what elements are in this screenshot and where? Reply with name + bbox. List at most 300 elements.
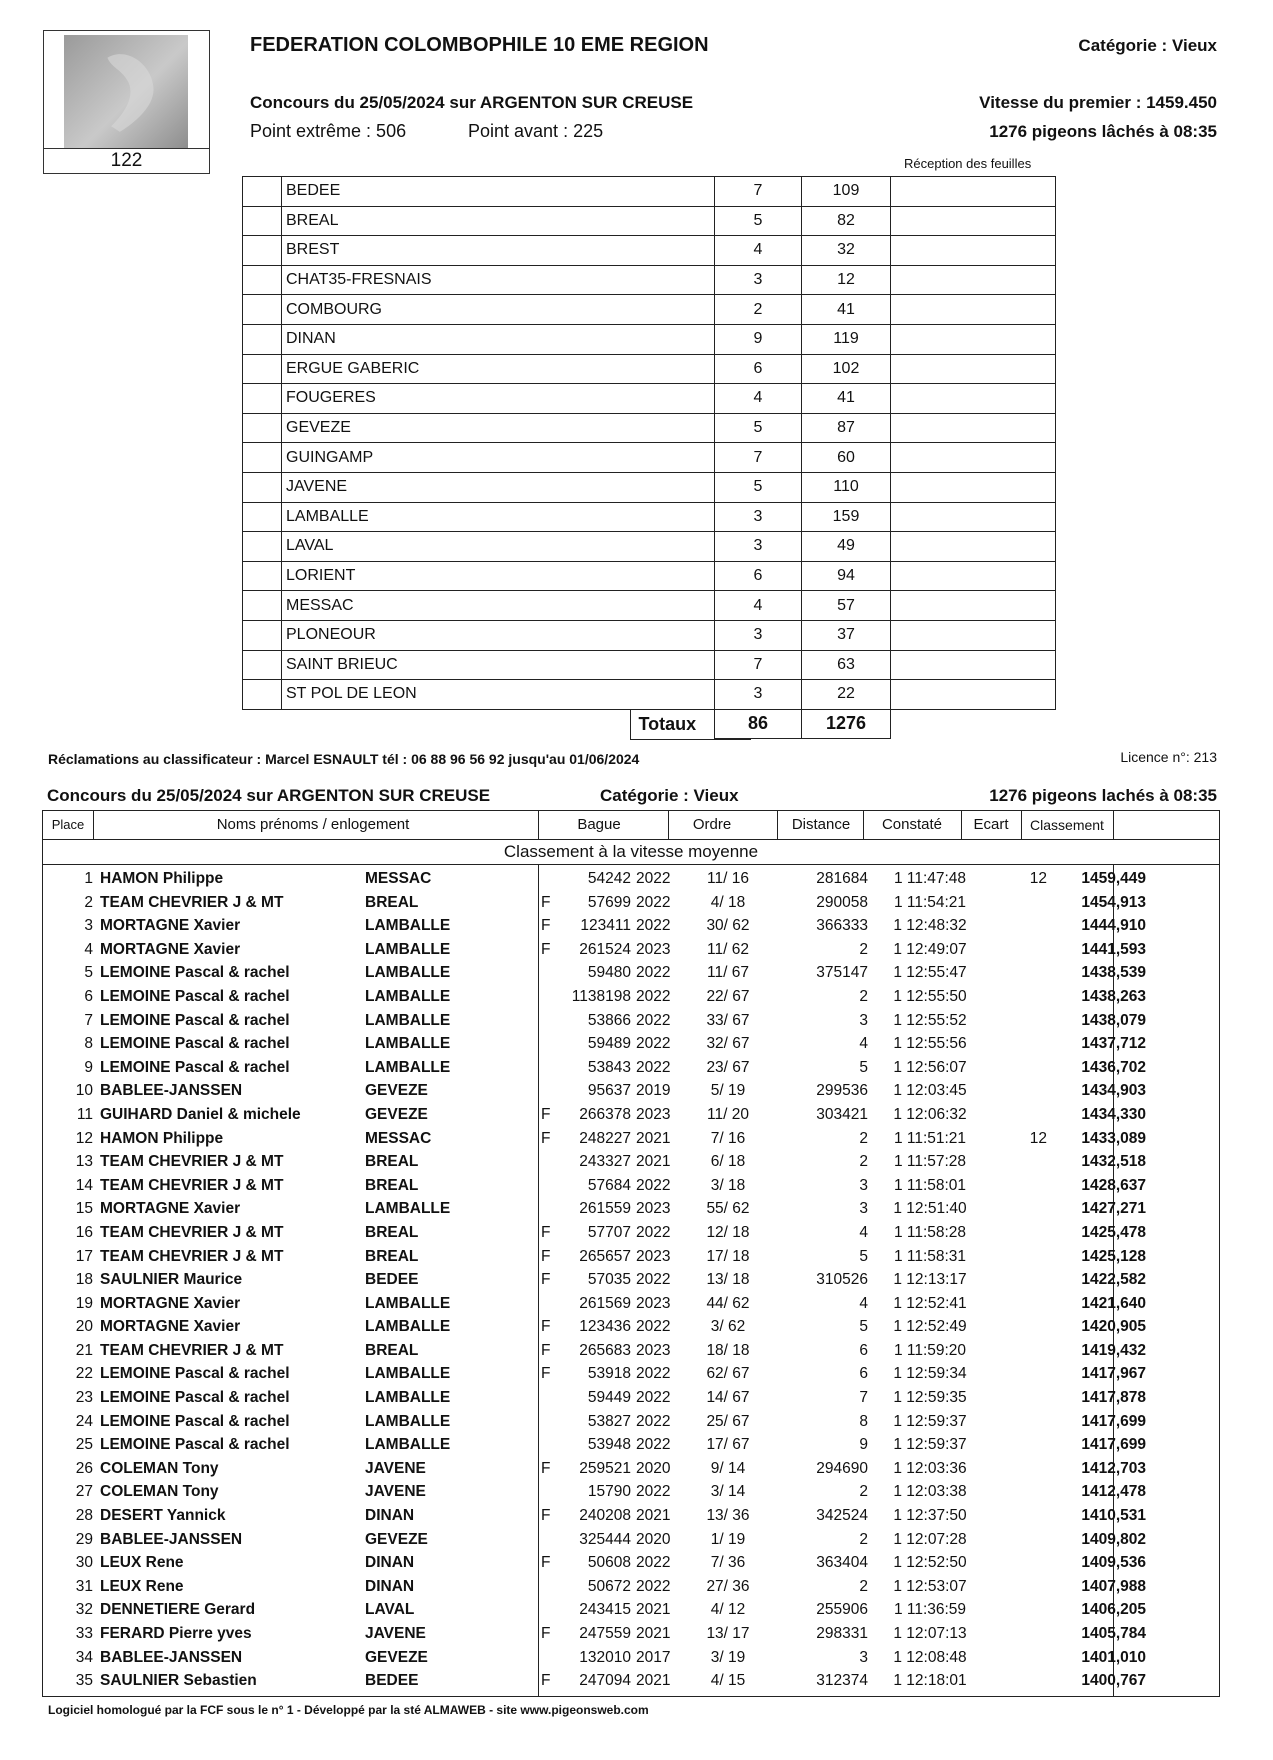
result-club: BREAL (365, 1153, 419, 1171)
result-row (43, 1316, 1219, 1340)
result-club: BEDEE (365, 1271, 419, 1289)
summary-pigeons: 110 (802, 472, 891, 502)
result-club: DINAN (365, 1507, 415, 1525)
result-const: 1 11:47:48 (893, 870, 967, 887)
result-club: GEVEZE (365, 1105, 428, 1123)
result-year: 2022 (636, 870, 671, 887)
result-row (43, 1363, 1219, 1387)
result-name: LEMOINE Pascal & rachel (100, 1365, 290, 1383)
result-ordre: 4/ 18 (710, 893, 746, 911)
result-dist: 312374 (816, 1672, 868, 1690)
result-dist: 342524 (816, 1507, 868, 1525)
result-ecart: 12 (1029, 1129, 1047, 1147)
result-row (43, 1269, 1219, 1293)
result-year: 2022 (636, 917, 671, 935)
result-bague: 95637 (587, 1082, 631, 1100)
result-year: 2022 (636, 1271, 671, 1289)
result-club: LAMBALLE (365, 1011, 451, 1029)
result-dist: 5 (859, 1318, 868, 1336)
result-bague: 53948 (587, 1436, 631, 1454)
result-class: 1454,913 (1081, 893, 1146, 911)
result-name: LEUX Rene (100, 1554, 184, 1572)
result-dist: 8 (859, 1412, 868, 1430)
result-place: 4 (84, 940, 93, 958)
summary-cell-blank (243, 620, 282, 650)
result-bague: 53918 (587, 1365, 631, 1383)
result-const: 1 12:08:48 (893, 1648, 967, 1666)
result-f: F (541, 1341, 551, 1359)
summary-club: MESSAC (282, 591, 715, 621)
summary-count: 4 (715, 591, 802, 621)
result-ordre: 62/ 67 (706, 1365, 750, 1383)
result-class: 1409,536 (1081, 1554, 1146, 1572)
result-f: F (541, 917, 551, 935)
result-row (43, 1246, 1219, 1270)
result-ordre: 11/ 67 (707, 964, 749, 982)
summary-cell-blank (243, 265, 282, 295)
result-club: LAMBALLE (365, 1318, 451, 1336)
summary-pigeons: 63 (802, 650, 891, 680)
result-class: 1406,205 (1081, 1601, 1146, 1619)
result-year: 2023 (636, 1200, 671, 1218)
result-place: 20 (75, 1318, 93, 1336)
summary-pigeons: 159 (802, 502, 891, 532)
result-dist: 3 (859, 1648, 868, 1666)
result-name: LEMOINE Pascal & rachel (100, 1412, 290, 1430)
result-f: F (541, 1459, 551, 1477)
result-ordre: 32/ 67 (706, 1035, 750, 1053)
results-released: 1276 pigeons lachés à 08:35 (989, 786, 1217, 805)
result-club: BREAL (365, 1247, 419, 1265)
result-name: HAMON Philippe (100, 1129, 224, 1147)
result-place: 7 (84, 1011, 93, 1029)
summary-club: LAVAL (282, 532, 715, 562)
result-name: MORTAGNE Xavier (100, 1294, 241, 1312)
result-club: BREAL (365, 893, 419, 911)
result-name: BABLEE-JANSSEN (100, 1082, 243, 1100)
result-const: 1 12:59:37 (893, 1412, 967, 1430)
results-concours: Concours du 25/05/2024 sur ARGENTON SUR CREUSE (47, 786, 491, 805)
result-year: 2022 (636, 1011, 671, 1029)
result-name: TEAM CHEVRIER J & MT (100, 1153, 284, 1171)
result-class: 1433,089 (1081, 1129, 1146, 1147)
summary-row (243, 295, 1056, 325)
summary-club: BREAL (282, 206, 715, 236)
result-place: 15 (75, 1200, 93, 1218)
summary-reception (891, 413, 1056, 443)
result-club: LAMBALLE (365, 1436, 451, 1454)
result-const: 1 12:59:37 (893, 1436, 967, 1454)
result-f: F (541, 1672, 551, 1690)
summary-cell-blank (243, 591, 282, 621)
result-name: BABLEE-JANSSEN (100, 1530, 243, 1548)
result-bague: 240208 (579, 1507, 631, 1525)
col-constate: Constaté (881, 816, 943, 833)
result-bague: 248227 (579, 1129, 631, 1147)
result-year: 2021 (636, 1507, 671, 1525)
result-name: TEAM CHEVRIER J & MT (100, 1176, 284, 1194)
summary-pigeons: 41 (802, 295, 891, 325)
result-dist: 2 (859, 1530, 868, 1548)
result-year: 2022 (636, 1483, 671, 1501)
result-dist: 375147 (816, 964, 868, 982)
result-club: BREAL (365, 1223, 419, 1241)
reception-label: Réception des feuilles (904, 156, 1032, 171)
result-bague: 259521 (579, 1459, 631, 1477)
result-ordre: 11/ 16 (707, 870, 749, 887)
col-place: Place (51, 817, 85, 832)
result-name: DESERT Yannick (100, 1507, 226, 1525)
result-year: 2023 (636, 1105, 671, 1123)
summary-reception (891, 472, 1056, 502)
federation-title: FEDERATION COLOMBOPHILE 10 EME REGION (250, 34, 709, 56)
summary-count: 5 (715, 413, 802, 443)
result-name: LEMOINE Pascal & rachel (100, 964, 290, 982)
result-class: 1405,784 (1081, 1625, 1146, 1642)
result-const: 1 12:52:49 (893, 1318, 967, 1336)
result-ordre: 13/ 36 (706, 1507, 750, 1525)
result-class: 1425,128 (1081, 1247, 1146, 1265)
result-club: BEDEE (365, 1672, 419, 1690)
result-name: GUIHARD Daniel & michele (100, 1105, 301, 1123)
result-name: COLEMAN Tony (100, 1459, 219, 1477)
result-ordre: 3/ 14 (710, 1483, 746, 1501)
result-const: 1 11:51:21 (893, 1129, 967, 1147)
result-const: 1 12:07:13 (893, 1625, 967, 1642)
summary-club: DINAN (282, 324, 715, 354)
summary-reception (891, 354, 1056, 384)
result-const: 1 12:55:52 (893, 1011, 967, 1029)
result-year: 2019 (636, 1082, 671, 1100)
result-row (43, 1387, 1219, 1411)
result-dist: 2 (859, 1129, 868, 1147)
summary-count: 7 (715, 443, 802, 473)
result-year: 2020 (636, 1459, 671, 1477)
result-const: 1 11:54:21 (893, 893, 967, 911)
summary-cell-blank (243, 295, 282, 325)
result-bague: 57684 (587, 1176, 631, 1194)
result-year: 2021 (636, 1672, 671, 1690)
summary-cell-blank (243, 206, 282, 236)
summary-row (243, 620, 1056, 650)
result-club: LAMBALLE (365, 987, 451, 1005)
results-category: Catégorie : Vieux (600, 786, 739, 805)
result-ordre: 11/ 20 (707, 1105, 749, 1123)
summary-cell-blank (243, 561, 282, 591)
result-const: 1 12:49:07 (893, 940, 967, 958)
result-class: 1412,703 (1081, 1459, 1146, 1477)
summary-row (243, 206, 1056, 236)
summary-count: 4 (715, 236, 802, 266)
result-const: 1 12:55:50 (893, 987, 967, 1005)
summary-row (243, 265, 1056, 295)
summary-row (243, 354, 1056, 384)
result-class: 1428,637 (1081, 1176, 1146, 1194)
summary-club: LAMBALLE (282, 502, 715, 532)
summary-cell-blank (243, 443, 282, 473)
result-ordre: 7/ 16 (710, 1129, 746, 1147)
result-dist: 5 (859, 1058, 868, 1076)
result-dist: 4 (859, 1294, 868, 1312)
result-bague: 243327 (579, 1153, 631, 1171)
summary-cell-blank (243, 324, 282, 354)
result-name: HAMON Philippe (100, 870, 224, 887)
summary-pigeons: 87 (802, 413, 891, 443)
result-class: 1438,539 (1081, 964, 1146, 982)
result-dist: 303421 (816, 1105, 868, 1123)
result-club: GEVEZE (365, 1648, 428, 1666)
result-row (43, 892, 1219, 916)
result-class: 1425,478 (1081, 1223, 1146, 1241)
summary-cell-blank (243, 413, 282, 443)
result-const: 1 12:03:36 (893, 1459, 967, 1477)
result-row (43, 1057, 1219, 1081)
results-table (42, 810, 1220, 1697)
result-place: 22 (75, 1365, 93, 1383)
col-names: Noms prénoms / enlogement (216, 816, 410, 833)
result-bague: 53866 (587, 1011, 631, 1029)
summary-pigeons: 109 (802, 177, 891, 207)
result-club: MESSAC (365, 1129, 432, 1147)
result-bague: 265683 (579, 1341, 631, 1359)
result-place: 8 (84, 1035, 93, 1053)
result-place: 5 (84, 964, 93, 982)
footer-note: Logiciel homologué par la FCF sous le n° 1 - Développé par la sté ALMAWEB - site www.pigeonsweb.com (48, 1703, 649, 1717)
result-const: 1 12:37:50 (893, 1507, 967, 1525)
pigeon-logo-icon (64, 35, 188, 149)
result-ordre: 30/ 62 (706, 917, 750, 935)
result-const: 1 11:58:28 (893, 1223, 967, 1241)
result-bague: 57699 (587, 893, 631, 911)
result-f: F (541, 1318, 551, 1336)
result-class: 1444,910 (1081, 917, 1146, 935)
result-dist: 6 (859, 1365, 868, 1383)
result-year: 2022 (636, 1035, 671, 1053)
result-f: F (541, 1554, 551, 1572)
summary-pigeons: 82 (802, 206, 891, 236)
result-ordre: 27/ 36 (706, 1577, 750, 1595)
summary-count: 2 (715, 295, 802, 325)
col-ordre: Ordre (692, 816, 732, 833)
summary-row (243, 324, 1056, 354)
result-bague: 50608 (587, 1554, 631, 1572)
result-ordre: 13/ 17 (706, 1625, 750, 1642)
result-year: 2022 (636, 893, 671, 911)
result-place: 11 (76, 1105, 93, 1123)
result-const: 1 11:57:28 (893, 1153, 967, 1171)
result-year: 2017 (636, 1648, 671, 1666)
result-bague: 247094 (579, 1672, 631, 1690)
summary-club: ST POL DE LEON (282, 680, 715, 710)
result-bague: 261559 (579, 1200, 631, 1218)
totals-pigeons: 1276 (802, 709, 891, 739)
club-summary-table (242, 176, 1056, 739)
result-class: 1412,478 (1081, 1483, 1146, 1501)
result-year: 2021 (636, 1129, 671, 1147)
result-const: 1 11:36:59 (893, 1601, 967, 1619)
result-row (43, 1411, 1219, 1435)
result-dist: 2 (859, 940, 868, 958)
summary-club: CHAT35-FRESNAIS (282, 265, 715, 295)
result-name: MORTAGNE Xavier (100, 1318, 241, 1336)
licence-number: Licence n°: 213 (1120, 749, 1217, 765)
result-year: 2023 (636, 1247, 671, 1265)
result-ordre: 12/ 18 (706, 1223, 750, 1241)
result-ordre: 4/ 12 (710, 1601, 746, 1619)
result-row (43, 1340, 1219, 1364)
result-bague: 261524 (579, 940, 631, 958)
totals-label: Totaux (630, 709, 751, 740)
result-dist: 4 (859, 1035, 868, 1053)
summary-cell-blank (243, 354, 282, 384)
result-dist: 366333 (816, 917, 868, 935)
result-year: 2021 (636, 1625, 671, 1642)
result-row (43, 915, 1219, 939)
result-dist: 6 (859, 1341, 868, 1359)
col-bague: Bague (577, 816, 621, 833)
result-f: F (541, 1365, 551, 1383)
result-name: DENNETIERE Gerard (100, 1601, 256, 1619)
result-class: 1409,802 (1081, 1530, 1146, 1548)
result-year: 2022 (636, 1318, 671, 1336)
result-dist: 4 (859, 1223, 868, 1241)
summary-cell-blank (243, 650, 282, 680)
result-const: 1 12:03:45 (893, 1082, 967, 1100)
result-name: FERARD Pierre yves (100, 1625, 252, 1642)
result-place: 30 (75, 1554, 93, 1572)
result-class: 1401,010 (1081, 1648, 1146, 1666)
result-dist: 2 (859, 1153, 868, 1171)
result-place: 34 (75, 1648, 93, 1666)
result-row (43, 1623, 1219, 1647)
result-ordre: 17/ 18 (706, 1247, 750, 1265)
result-dist: 281684 (816, 870, 868, 887)
summary-club: SAINT BRIEUC (282, 650, 715, 680)
result-place: 26 (75, 1459, 93, 1477)
result-f: F (541, 1129, 551, 1147)
result-class: 1438,263 (1081, 987, 1146, 1005)
summary-reception (891, 532, 1056, 562)
category-label: Catégorie : Vieux (1078, 36, 1217, 55)
summary-count: 4 (715, 384, 802, 414)
result-ordre: 5/ 19 (710, 1082, 746, 1100)
result-class: 1421,640 (1081, 1294, 1146, 1312)
result-year: 2022 (636, 1223, 671, 1241)
result-ordre: 55/ 62 (706, 1200, 750, 1218)
result-ordre: 11/ 62 (707, 940, 749, 958)
summary-cell-blank (243, 472, 282, 502)
pigeons-released: 1276 pigeons lâchés à 08:35 (989, 122, 1217, 141)
result-place: 16 (75, 1223, 93, 1241)
result-year: 2022 (636, 1389, 671, 1407)
result-row (43, 986, 1219, 1010)
result-year: 2021 (636, 1601, 671, 1619)
result-row (43, 1198, 1219, 1222)
result-place: 25 (75, 1436, 93, 1454)
result-bague: 325444 (579, 1530, 631, 1548)
result-bague: 57707 (587, 1223, 631, 1241)
result-row (43, 1151, 1219, 1175)
result-year: 2023 (636, 1341, 671, 1359)
summary-row (243, 472, 1056, 502)
result-const: 1 11:58:01 (893, 1176, 967, 1194)
result-bague: 15790 (587, 1483, 631, 1501)
result-const: 1 12:07:28 (893, 1530, 967, 1548)
result-bague: 53843 (587, 1058, 631, 1076)
result-place: 28 (75, 1507, 93, 1525)
result-ordre: 18/ 18 (706, 1341, 750, 1359)
result-name: MORTAGNE Xavier (100, 940, 241, 958)
result-bague: 132010 (579, 1648, 631, 1666)
result-place: 35 (75, 1672, 93, 1690)
summary-count: 9 (715, 324, 802, 354)
result-const: 1 12:59:35 (893, 1389, 967, 1407)
result-dist: 2 (859, 987, 868, 1005)
result-row (43, 1010, 1219, 1034)
result-place: 27 (75, 1483, 93, 1501)
result-f: F (541, 1625, 551, 1642)
result-ordre: 3/ 62 (710, 1318, 746, 1336)
result-bague: 123411 (580, 917, 631, 935)
result-club: GEVEZE (365, 1082, 428, 1100)
result-bague: 57035 (587, 1271, 631, 1289)
result-dist: 3 (859, 1176, 868, 1194)
summary-count: 3 (715, 502, 802, 532)
result-const: 1 12:51:40 (893, 1200, 967, 1218)
result-class: 1417,967 (1081, 1365, 1146, 1383)
result-class: 1427,271 (1081, 1200, 1146, 1218)
result-place: 18 (75, 1271, 93, 1289)
summary-count: 5 (715, 472, 802, 502)
result-row (43, 1293, 1219, 1317)
summary-row (243, 650, 1056, 680)
result-f: F (541, 1223, 551, 1241)
result-ordre: 25/ 67 (706, 1412, 750, 1430)
result-year: 2022 (636, 987, 671, 1005)
result-row (43, 1529, 1219, 1553)
result-class: 1432,518 (1081, 1153, 1146, 1171)
summary-club: COMBOURG (282, 295, 715, 325)
result-row (43, 939, 1219, 963)
result-dist: 7 (859, 1389, 868, 1407)
result-row (43, 1576, 1219, 1600)
result-ordre: 22/ 67 (706, 987, 750, 1005)
result-row (43, 1599, 1219, 1623)
result-name: SAULNIER Maurice (100, 1271, 243, 1289)
summary-count: 3 (715, 265, 802, 295)
result-club: LAMBALLE (365, 1035, 451, 1053)
summary-reception (891, 295, 1056, 325)
result-bague: 265657 (579, 1247, 631, 1265)
summary-reception (891, 502, 1056, 532)
result-const: 1 12:18:01 (893, 1672, 967, 1690)
result-bague: 247559 (579, 1625, 631, 1642)
summary-reception (891, 591, 1056, 621)
summary-row (243, 680, 1056, 710)
result-class: 1437,712 (1081, 1035, 1146, 1053)
summary-pigeons: 119 (802, 324, 891, 354)
result-name: TEAM CHEVRIER J & MT (100, 1223, 284, 1241)
result-club: MESSAC (365, 870, 432, 887)
result-class: 1438,079 (1081, 1011, 1146, 1029)
result-club: LAMBALLE (365, 940, 451, 958)
result-class: 1417,699 (1081, 1436, 1146, 1454)
summary-cell-blank (243, 502, 282, 532)
result-ordre: 1/ 19 (710, 1530, 746, 1548)
result-ordre: 33/ 67 (706, 1011, 750, 1029)
summary-row (243, 591, 1056, 621)
summary-count: 7 (715, 650, 802, 680)
